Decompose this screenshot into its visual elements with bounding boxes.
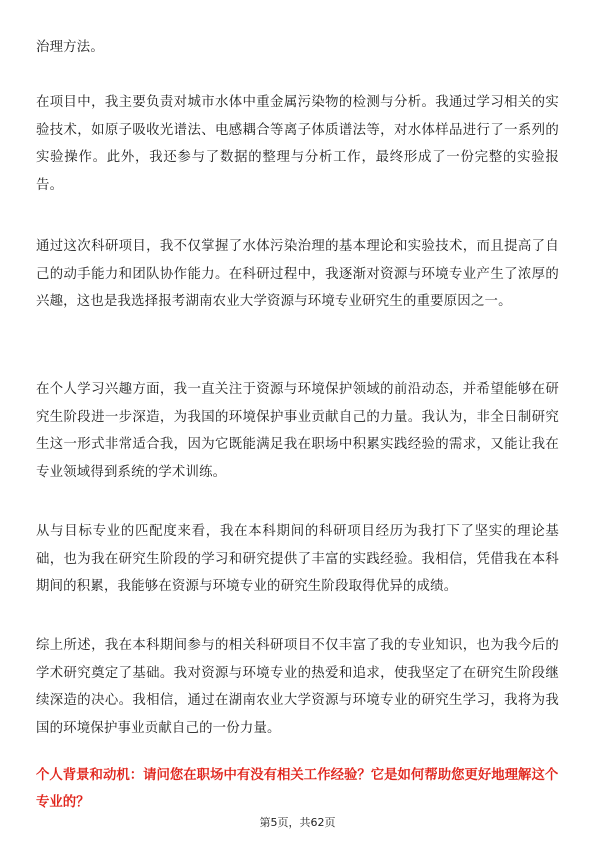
paragraph-conclusion: 综上所述，我在本科期间参与的相关科研项目不仅丰富了我的专业知识，也为我今后的学术研究奠定了基础。我对资源与环境专业的热爱和追求，使我坚定了在研究生阶段继续深造的决心。我相信，通过在湖南农业大学资源与环境专业的研究生学习，我将为我国的环境保护事业贡献自己的一份力量。 [36,638,559,736]
paragraph-project-outcome: 通过这次科研项目，我不仅掌握了水体污染治理的基本理论和实验技术，而且提高了自己的动手能力和团队协作能力。在科研过程中，我逐渐对资源与环境专业产生了浓厚的兴趣，这也是我选择报考湖南农业大学资源与环境专业研究生的重要原因之一。 [36,239,559,309]
paragraph-major-match: 从与目标专业的匹配度来看，我在本科期间的科研项目经历为我打下了坚实的理论基础，也为我在研究生阶段的学习和研究提供了丰富的实践经验。我相信，凭借我在本科期间的积累，我能够在资源与环境专业的研究生阶段取得优异的成绩。 [36,524,559,594]
paragraph-continuation: 治理方法。 [36,40,104,55]
paragraph-learning-interest: 在个人学习兴趣方面，我一直关注于资源与环境保护领域的前沿动态，并希望能够在研究生阶段进一步深造，为我国的环境保护事业贡献自己的力量。我认为，非全日制研究生这一形式非常适合我，因为它既能满足我在职场中积累实践经验的需求，又能让我在专业领域得到系统的学术训练。 [36,382,559,480]
question-heading: 个人背景和动机：请问您在职场中有没有相关工作经验？它是如何帮助您更好地理解这个专业的？ [36,768,559,810]
page-number: 第5页，共62页 [259,816,336,829]
paragraph-project-role: 在项目中，我主要负责对城市水体中重金属污染物的检测与分析。我通过学习相关的实验技术，如原子吸收光谱法、电感耦合等离子体质谱法等，对水体样品进行了一系列的实验操作。此外，我还参与了数据的整理与分析工作，最终形成了一份完整的实验报告。 [36,95,559,193]
